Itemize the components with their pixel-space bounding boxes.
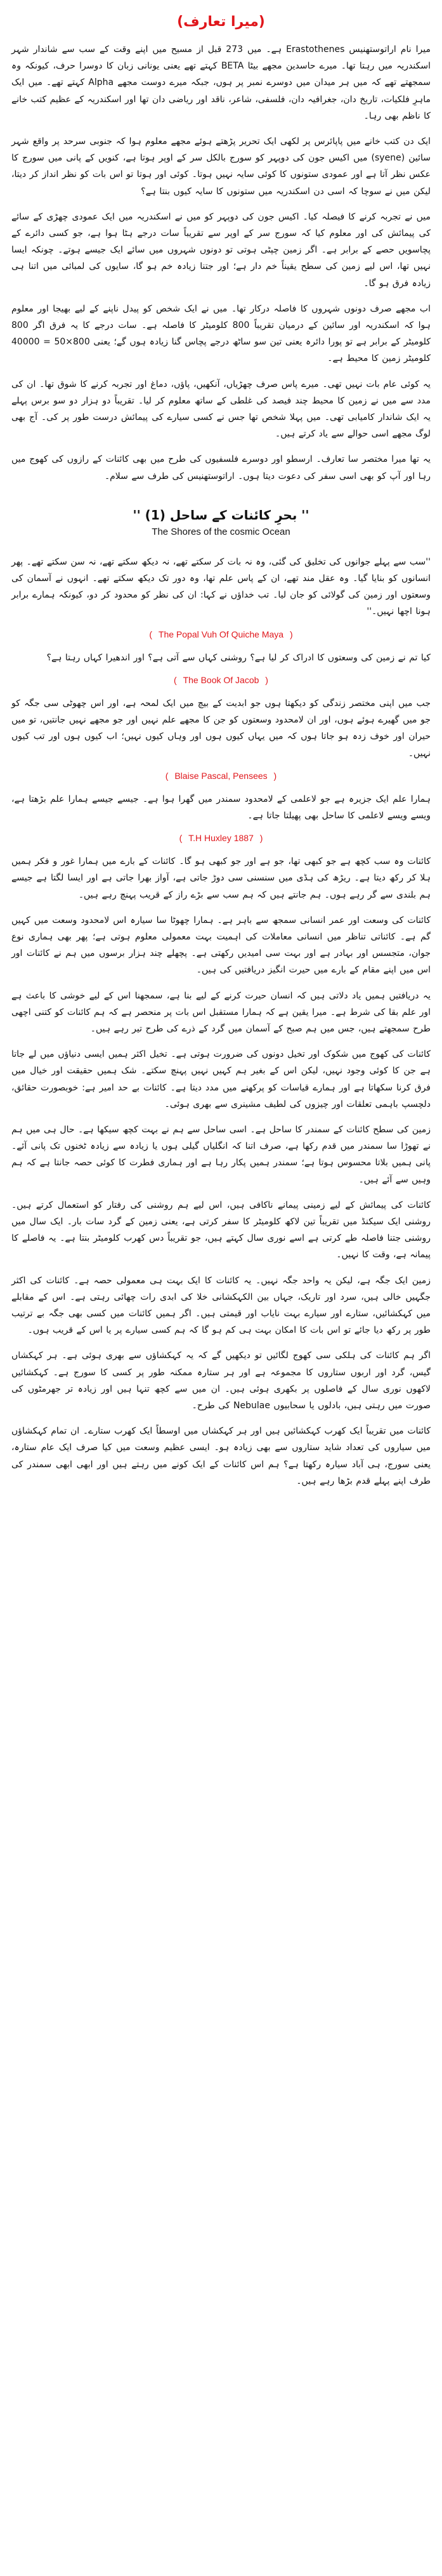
body-paragraph: زمین ایک جگہ ہے، لیکن یہ واحد جگہ نہیں۔ یہ کائنات کا ایک بہت ہی معمولی حصہ ہے۔ کائنات کی اکثر جگہیں خالی ہیں، سرد اور تاریک، جہاں بین الکہکشانی خلا کی ابدی رات چھائی رہتی ہے۔ اس کے مقابلے میں کہکشائیں، ستارے اور سیارے بہت نایاب اور قیمتی ہیں۔ اگر ہمیں کائنات میں کسی بھی جگہ بے ترتیب طور پر رکھ دیا جائے تو اس بات کا امکان بہت ہی کم ہو گا کہ ہم کسی سیارے پر یا اس کے قریب ہوں۔ bbox=[11, 1275, 431, 1336]
chapter-title-urdu: '' بحرِ کائنات کے ساحل (1) '' bbox=[133, 507, 309, 523]
chapter-body bbox=[0, 853, 442, 1489]
intro-paragraph: اب مجھے صرف دونوں شہروں کا فاصلہ درکار تھا۔ میں نے ایک شخص کو پیدل ناپنے کے لیے بھیجا اور معلوم ہوا کہ اسکندریہ اور سائین کے درمیان تقریباً 800 کلومیٹر کا فاصلہ ہے۔ سات درجے کا یہ فرق اگر 800 کلومیٹر کے برابر ہے تو پورا دائرہ یعنی تین سو ساٹھ درجے پچاس گنا زیادہ ہوں گے؛ یعنی 800×50 = 40000 کلومیٹر زمین کا محیط ہے۔ bbox=[11, 303, 431, 364]
epigraph-quote: ہمارا علم ایک جزیرہ ہے جو لاعلمی کے لامحدود سمندر میں گھرا ہوا ہے۔ جیسے جیسے ہمارا علم بڑھتا ہے، ویسے ویسے لاعلمی کا ساحل بھی پھیلتا جاتا ہے۔ bbox=[11, 794, 431, 821]
intro-paragraph: میرا نام اراتوستھنیس Erastothenes ہے۔ میں 273 قبل از مسیح میں اپنے وقت کے سب سے شاندار شہر اسکندریہ میں رہتا تھا۔ میرے حاسدین مجھے بیٹا BETA کہتے تھے یعنی یونانی زبان کا دوسرا حرف، کیونکہ وہ سمجھتے تھے کہ میں ہر میدان میں دوسرے نمبر پر ہوں، جبکہ میرے دوست مجھے Alpha کہتے تھے۔ میں ایک ماہرِ فلکیات، تاریخ دان، جغرافیہ دان، فلسفی، شاعر، ناقد اور ریاضی دان تھا اور اسکندریہ کے عظیم کتب خانے کا ناظم بھی رہا۔ bbox=[11, 44, 431, 121]
body-paragraph: زمین کی سطح کائنات کے سمندر کا ساحل ہے۔ اسی ساحل سے ہم نے بہت کچھ سیکھا ہے۔ حال ہی میں ہم نے تھوڑا سا سمندر میں قدم رکھا ہے، صرف اتنا کہ انگلیاں گیلی ہوں یا زیادہ سے زیادہ ٹخنوں تک پانی آئے۔ پانی ہمیں بلاتا محسوس ہوتا ہے؛ سمندر ہمیں پکار رہا ہے اور ہماری فطرت کا کوئی حصہ جانتا ہے کہ ہم وہیں سے آئے ہیں۔ bbox=[11, 1124, 431, 1185]
epigraph-source: ( Blaise Pascal, Pensees ) bbox=[165, 770, 277, 781]
epigraph-source: ( The Book Of Jacob ) bbox=[174, 674, 268, 685]
epigraph-source: ( The Popal Vuh Of Quiche Maya ) bbox=[149, 629, 293, 639]
body-paragraph: کائنات میں تقریباً ایک کھرب کہکشائیں ہیں اور ہر کہکشاں میں اوسطاً ایک کھرب ستارے۔ ان تمام کہکشاؤں میں سیاروں کی تعداد شاید ستاروں سے بھی زیادہ ہو۔ ایسی عظیم وسعت میں کیا صرف ایک عام ستارہ، یعنی سورج، ہی آباد سیارہ رکھتا ہے؟ ہم اس کائنات کے ایک کونے میں رہتے ہیں اور ابھی ابھی سمندر کی طرف اپنے پہلے قدم بڑھا رہے ہیں۔ bbox=[11, 1426, 431, 1486]
intro-body bbox=[0, 41, 442, 485]
intro-paragraph: میں نے تجربہ کرنے کا فیصلہ کیا۔ اکیس جون کی دوپہر کو میں نے اسکندریہ میں ایک عمودی چھڑی کے سائے کی پیمائش کی اور معلوم کیا کہ سورج سر کے اوپر سے تقریباً سات درجے ہٹا ہوا ہے، جو کسی دائرے کے پچاسویں حصے کے برابر ہے۔ اگر زمین چپٹی ہوتی تو دونوں شہروں میں سائے ایک جیسے ہوتے۔ چونکہ ایسا نہیں تھا، اس لیے زمین کی سطح یقیناً خم دار ہے؛ اور جتنا زیادہ خم ہو گا، سایوں کی لمبائی میں اتنا ہی زیادہ فرق ہو گا۔ bbox=[11, 211, 431, 289]
body-paragraph: کائنات وہ سب کچھ ہے جو کبھی تھا، جو ہے اور جو کبھی ہو گا۔ کائنات کے بارے میں ہمارا غور و فکر ہمیں ہلا کر رکھ دیتا ہے۔ ریڑھ کی ہڈی میں سنسنی سی دوڑ جاتی ہے، آواز بھرا جاتی ہے اور ایسا لگتا ہے جیسے ہم بلندی سے گر رہے ہوں۔ ہم جانتے ہیں کہ ہم سب سے بڑے راز کے قریب پہنچ رہے ہیں۔ bbox=[11, 856, 431, 900]
epigraph-quote: ''سب سے پہلے جوانوں کی تخلیق کی گئی، وہ نہ بات کر سکتے تھے، نہ دیکھ سکتے تھے، نہ سن سکتے تھے۔ پھر انسانوں کو بنایا گیا۔ وہ عقل مند تھے، ان کے پاس علم تھا، وہ دور تک دیکھ سکتے تھے۔ انہوں نے آسمان کی وسعتوں اور زمین کی گولائی کو جان لیا۔ تب خداؤں نے کہا: ان کی نظر کو محدود کر دو، کیونکہ ہمارے برابر ہونا اچھا نہیں۔'' bbox=[11, 556, 431, 617]
source-name: The Popal Vuh Of Quiche Maya bbox=[158, 629, 284, 639]
body-paragraph: کائنات کی پیمائش کے لیے زمینی پیمانے ناکافی ہیں، اس لیے ہم روشنی کی رفتار کو استعمال کرتے ہیں۔ روشنی ایک سیکنڈ میں تقریباً تین لاکھ کلومیٹر کا سفر کرتی ہے، یعنی زمین کے گرد سات بار۔ ایک سال میں روشنی جتنا فاصلہ طے کرتی ہے اسے نوری سال کہتے ہیں، جو تقریباً دس کھرب کلومیٹر بنتا ہے۔ یہ فاصلے کا پیمانہ ہے، وقت کا نہیں۔ bbox=[11, 1200, 431, 1260]
body-paragraph: کائنات کی وسعت اور عمر انسانی سمجھ سے باہر ہے۔ ہمارا چھوٹا سا سیارہ اس لامحدود وسعت میں کہیں گم ہے۔ کائناتی تناظر میں انسانی معاملات کی اہمیت بہت معمولی معلوم ہوتی ہے؛ پھر بھی ہماری نوع جوان، متجسس اور بہادر ہے اور بہت سی امیدیں رکھتی ہے۔ پچھلے چند ہزار برسوں میں ہم نے کائنات اور اس میں اپنے مقام کے بارے میں حیرت انگیز دریافتیں کی ہیں۔ bbox=[11, 915, 431, 976]
body-paragraph: یہ دریافتیں ہمیں یاد دلاتی ہیں کہ انسان حیرت کرنے کے لیے بنا ہے، سمجھنا اس کے لیے خوشی کا باعث ہے اور علم بقا کی شرط ہے۔ میرا یقین ہے کہ ہمارا مستقبل اس بات پر منحصر ہے کہ ہم کائنات کو کتنی اچھی طرح سمجھتے ہیں، جس میں ہم صبح کے آسمان میں گرد کے ذرے کی طرح تیر رہے ہیں۔ bbox=[11, 990, 431, 1034]
epigraph-section bbox=[0, 650, 442, 685]
epigraph-source: ( T.H Huxley 1887 ) bbox=[179, 833, 263, 844]
epigraph-section bbox=[0, 554, 442, 639]
epigraph-section bbox=[0, 695, 442, 781]
intro-title: (میرا تعارف) bbox=[177, 14, 265, 30]
source-name: Blaise Pascal, Pensees bbox=[174, 770, 268, 781]
epigraph-quote: جب میں اپنی مختصر زندگی کو دیکھتا ہوں جو ابدیت کے بیچ میں ایک لمحہ ہے، اور اس چھوٹی سی جگہ کو جو میں گھیرے ہوئے ہوں، اور ان لامحدود وسعتوں کو جن کا مجھے علم نہیں اور جو مجھے نہیں جانتیں، تو میں حیران اور خوف زدہ ہو جاتا ہوں کہ میں یہاں کیوں ہوں اور وہاں کیوں نہیں؛ اب کیوں ہوں اور تب کیوں نہیں۔ bbox=[11, 698, 431, 759]
epigraph-section bbox=[0, 791, 442, 843]
intro-paragraph: ایک دن کتب خانے میں پاپائرس پر لکھی ایک تحریر پڑھتے ہوئے مجھے معلوم ہوا کہ جنوبی سرحد پر واقع شہر سائین (syene) میں اکیس جون کی دوپہر کو سورج بالکل سر کے اوپر ہوتا ہے، کنویں کے پانی میں سورج کا عکس نظر آتا ہے اور عمودی ستونوں کا کوئی سایہ نہیں ہوتا۔ کوئی اور ہوتا تو اس بات کو نظر انداز کر دیتا، لیکن میں نے سوچا کہ اسی دن اسکندریہ میں ستونوں کا سایہ کیوں بنتا ہے؟ bbox=[11, 136, 431, 197]
intro-paragraph: یہ کوئی عام بات نہیں تھی۔ میرے پاس صرف چھڑیاں، آنکھیں، پاؤں، دماغ اور تجربہ کرنے کا شوق تھا۔ ان کی مدد سے میں نے زمین کا محیط چند فیصد کی غلطی کے ساتھ معلوم کر لیا۔ تقریباً دو ہزار دو سو برس پہلے یہ ایک شاندار کامیابی تھی۔ میں پہلا شخص تھا جس نے کسی سیارے کی پیمائش درست طور پر کی۔ آج بھی لوگ مجھے اسی حوالے سے یاد کرتے ہیں۔ bbox=[11, 379, 431, 440]
source-name: T.H Huxley 1887 bbox=[188, 833, 254, 844]
chapter-title-english: The Shores of the cosmic Ocean bbox=[152, 526, 290, 537]
source-name: The Book Of Jacob bbox=[183, 674, 259, 685]
epigraph-quote: کیا تم نے زمین کی وسعتوں کا ادراک کر لیا ہے؟ روشنی کہاں سے آتی ہے؟ اور اندھیرا کہاں رہتا ہے؟ bbox=[46, 652, 431, 663]
body-paragraph: کائنات کی کھوج میں شکوک اور تخیل دونوں کی ضرورت ہوتی ہے۔ تخیل اکثر ہمیں ایسی دنیاؤں میں لے جاتا ہے جن کا کوئی وجود نہیں، لیکن اس کے بغیر ہم کہیں نہیں پہنچ سکتے۔ شک ہمیں حقیقت اور خیال میں فرق کرنا سکھاتا ہے اور ہمارے قیاسات کو پرکھنے میں مدد دیتا ہے۔ کائنات بے حد امیر ہے: خوبصورت حقائق، دلچسپ باہمی تعلقات اور چیزوں کی لطیف مشینری سے بھری ہوئی۔ bbox=[11, 1049, 431, 1109]
body-paragraph: اگر ہم کائنات کی ہلکی سی کھوج لگائیں تو دیکھیں گے کہ یہ کہکشاؤں سے بھری ہوئی ہے۔ ہر کہکشاں گیس، گرد اور اربوں ستاروں کا مجموعہ ہے اور ہر ستارہ ممکنہ طور پر کسی کا سورج ہے۔ کہکشائیں لاکھوں نوری سال کے فاصلوں پر بکھری ہوئی ہیں۔ ان میں سے کچھ تنہا ہیں اور زیادہ تر جھرمٹوں کی صورت میں رہتی ہیں، بادلوں یا سحابیوں Nebulae کی طرح۔ bbox=[11, 1350, 431, 1411]
intro-paragraph: یہ تھا میرا مختصر سا تعارف۔ ارسطو اور دوسرے فلسفیوں کی طرح میں بھی کائنات کے رازوں کی کھوج میں رہا اور آپ کو بھی اسی سفر کی دعوت دیتا ہوں۔ اراتوستھنیس کی طرف سے سلام۔ bbox=[11, 454, 431, 481]
